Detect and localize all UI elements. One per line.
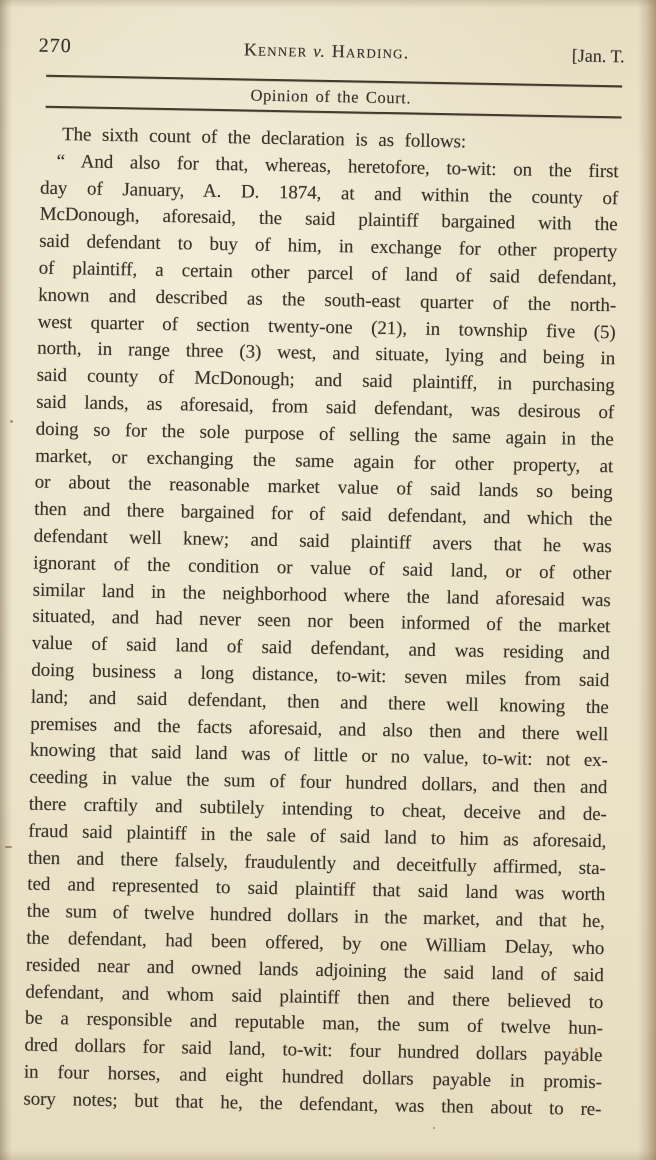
text-line: situated, and had never seen nor been informed of the market	[32, 605, 611, 638]
text-line: sory notes; but that he, the defendant, was then about to re-	[23, 1088, 602, 1120]
text-line: said defendant to buy of him, in exchange for other property	[38, 230, 618, 263]
text-line: doing business a long distance, to-wit: seven miles from said	[31, 659, 610, 692]
text-line: north, in range three (3) west, and situate, lying and being in	[37, 338, 616, 370]
term-label: [Jan. T.	[571, 45, 625, 67]
text-line: in four horses, and eight hundred dollars payable in promis-	[23, 1061, 603, 1094]
text-line: defendant, and whom said plaintiff then and there believed to	[25, 981, 604, 1013]
page-edge-shadow-left	[0, 0, 12, 1160]
text-line: be a responsible and reputable man, the sum of twelve hun-	[24, 1007, 604, 1040]
text-line: dred dollars for said land, to-wit: four hundred dollars payable	[24, 1034, 603, 1067]
running-head: Opinion of the Court.	[250, 85, 412, 108]
text-line: land; and said defendant, then and there well knowing the	[30, 686, 609, 718]
text-line: said lands, as aforesaid, from said defendant, was desirous of	[36, 391, 615, 424]
case-versus: v.	[312, 41, 327, 61]
page-edge-shadow-right	[638, 0, 656, 1160]
case-title	[125, 37, 529, 65]
text-line: premises and the facts aforesaid, and also then and there well	[30, 713, 609, 745]
text-line: then and there bargained for of said defendant, and which the	[34, 498, 613, 531]
text-line: the sum of twelve hundred dollars in the market, and that he,	[26, 900, 605, 933]
text-line: McDonough, aforesaid, the said plaintiff bargained with the	[39, 204, 618, 236]
text-line: defendant well knew; and said plaintiff avers that he was	[33, 525, 612, 558]
text-line: then and there falsely, fraudulently and deceitfully affirmed, sta-	[27, 847, 606, 879]
case-name-left: Kenner	[243, 39, 308, 61]
page-edge-shadow-bottom	[0, 1150, 656, 1160]
quote-paragraph	[23, 148, 619, 1123]
scan-speck	[10, 420, 13, 423]
case-name-right: Harding.	[331, 41, 410, 63]
page-header	[39, 0, 626, 68]
text-line: west quarter of section twenty-one (21), in township five (5)	[37, 311, 616, 343]
text-line: said county of McDonough; and said plaintiff, in purchasing	[36, 364, 615, 397]
text-line: the defendant, had been offered, by one William Delay, who	[26, 927, 605, 960]
text-line: or about the reasonable market value of said lands so being	[34, 471, 613, 504]
text-line: The sixth count of the declaration is as follows:	[61, 124, 467, 153]
text-line: fraud said plaintiff in the sale of said land to him as aforesaid,	[28, 820, 607, 852]
text-line: known and described as the south-east quarter of the north-	[37, 284, 617, 317]
text-line: ceeding in value the sum of four hundred dollars, and then and	[29, 766, 608, 799]
opinion-body	[23, 122, 619, 1124]
page-number: 270	[38, 34, 72, 58]
text-line: ted and represented to said plaintiff that said land was worth	[27, 873, 606, 906]
text-line: ignorant of the condition or value of said land, or of other	[33, 552, 612, 584]
text-line: doing so for the sole purpose of selling the same again in the	[35, 418, 614, 451]
scan-speck	[433, 1127, 435, 1129]
text-line: similar land in the neighborhood where the land aforesaid was	[32, 579, 611, 611]
scan-speck	[5, 846, 12, 848]
page-content	[19, 0, 625, 1124]
text-line: market, or exchanging the same again for other property, at	[35, 445, 614, 477]
text-line: resided near and owned lands adjoining the said land of said	[25, 954, 605, 986]
text-line: value of said land of said defendant, and was residing and	[31, 632, 610, 665]
text-line: “ And also for that, whereas, heretofore, to-wit: on the first	[56, 150, 619, 183]
text-line: of plaintiff, a certain other parcel of land of said defendant,	[38, 257, 617, 290]
text-line: there craftily and subtilely intending to cheat, deceive and de-	[28, 793, 607, 826]
text-line: knowing that said land was of little or no value, to-wit: not ex-	[29, 739, 608, 772]
text-line: day of January, A. D. 1874, at and within the county of	[39, 177, 619, 209]
